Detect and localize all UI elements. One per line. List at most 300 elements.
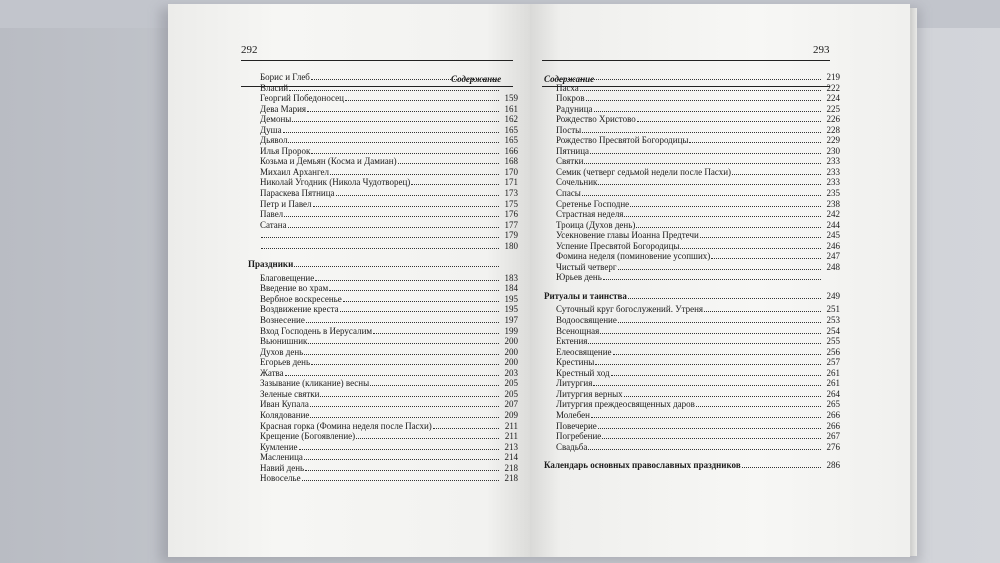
toc-entry-title: Рождество Христово [556, 114, 636, 125]
toc-entry-row [248, 399, 518, 410]
toc-page-number: 226 [826, 114, 840, 125]
toc-entry-row [248, 209, 518, 220]
toc-entry-title: Успение Пресвятой Богородицы [556, 240, 680, 251]
toc-entry-row [544, 315, 840, 326]
toc-entry-title: Спасы [556, 188, 581, 199]
toc-entry-title: Водоосвящение [556, 315, 617, 326]
toc-dot-leader [373, 333, 499, 334]
toc-entry-row [544, 431, 840, 442]
toc-page-number: 249 [826, 290, 840, 301]
toc-entry-row [248, 83, 518, 94]
toc-page-number: 200 [504, 346, 518, 357]
toc-page-number: 179 [504, 230, 518, 241]
toc-entry-row [248, 326, 518, 337]
toc-entry-row [248, 347, 518, 358]
toc-page-number: 276 [826, 441, 840, 452]
toc-entry-row [544, 167, 840, 178]
toc-dot-leader [624, 396, 821, 397]
toc-entry-row [248, 230, 518, 241]
section-gap [248, 251, 518, 259]
toc-page-number: 225 [826, 103, 840, 114]
toc-dot-leader [306, 322, 499, 323]
toc-page-number: 184 [504, 283, 518, 294]
toc-entry-title: Сатана [260, 219, 287, 230]
toc-dot-leader [732, 174, 821, 175]
toc-page-number: 175 [504, 198, 518, 209]
toc-page-number: 171 [504, 177, 518, 188]
toc-page-number: 165 [504, 124, 518, 135]
toc-dot-leader [696, 406, 821, 407]
toc-page-number: 195 [504, 293, 518, 304]
toc-dot-leader [370, 385, 499, 386]
toc-page-number: 286 [826, 460, 840, 471]
toc-dot-leader [302, 480, 499, 481]
toc-entry-row [248, 93, 518, 104]
toc-entry-title: Кумление [260, 441, 298, 452]
toc-entry-row [544, 357, 840, 368]
toc-dot-leader [345, 100, 499, 101]
toc-dot-leader [636, 227, 821, 228]
toc-entry-row [248, 410, 518, 421]
toc-dot-leader [311, 79, 499, 80]
toc-entry-row [248, 125, 518, 136]
toc-entry-row [544, 399, 840, 410]
toc-page-number: 228 [826, 124, 840, 135]
toc-entry-title: Юрьев день [556, 272, 602, 283]
toc-entry-row [544, 272, 840, 283]
toc-dot-leader [557, 79, 821, 80]
toc-entry-row [248, 199, 518, 210]
toc-page-number: 230 [826, 145, 840, 156]
right-running-head: Содержание [544, 74, 595, 84]
toc-entry-title: Литургия преждеосвященных даров [556, 399, 695, 410]
toc-dot-leader [292, 121, 499, 122]
toc-entry-title: Ритуалы и таинства [544, 290, 627, 301]
toc-dot-leader [588, 343, 821, 344]
toc-entry-title: Крещение (Богоявление) [260, 431, 356, 442]
toc-page-number: 218 [504, 462, 518, 473]
toc-page-number: 255 [826, 336, 840, 347]
toc-dot-leader [595, 364, 821, 365]
toc-page-number: 176 [504, 209, 518, 220]
toc-page-number: 229 [826, 135, 840, 146]
toc-entry-row [248, 442, 518, 453]
left-page-number: 292 [241, 44, 258, 56]
toc-entry-row [544, 368, 840, 379]
toc-dot-leader [329, 290, 499, 291]
toc-entry-row [544, 199, 840, 210]
toc-entry-row [544, 93, 840, 104]
toc-entry-title: Духов день [260, 346, 304, 357]
toc-entry-title: Суточный круг богослужений. Утреня [556, 304, 704, 315]
toc-page-number: 165 [504, 135, 518, 146]
toc-entry-title: Вход Господень в Иерусалим [260, 325, 373, 336]
toc-entry-row [544, 146, 840, 157]
toc-dot-leader [305, 470, 499, 471]
toc-dot-leader [304, 459, 499, 460]
toc-entry-title: Иван Купала [260, 399, 309, 410]
toc-entry-row [544, 421, 840, 432]
toc-entry-title: Календарь основных православных праздников [544, 460, 741, 471]
toc-page-number: 205 [504, 388, 518, 399]
toc-dot-leader [618, 269, 821, 270]
toc-dot-leader [593, 385, 821, 386]
toc-dot-leader [343, 301, 499, 302]
toc-entry-title: Жатва [260, 367, 284, 378]
toc-entry-title: Павел [260, 209, 284, 220]
toc-dot-leader [283, 132, 499, 133]
toc-entry-row [248, 357, 518, 368]
toc-dot-leader [308, 343, 499, 344]
section-gap-after [544, 471, 840, 474]
toc-page-number: 203 [504, 367, 518, 378]
toc-entry-title: Пасха [556, 82, 579, 93]
toc-entry-row [248, 72, 518, 83]
toc-dot-leader [584, 163, 821, 164]
right-page [530, 4, 910, 557]
toc-entry-title: Новоселье [260, 473, 301, 484]
toc-entry-row [544, 378, 840, 389]
toc-entry-row [544, 326, 840, 337]
toc-page-number: 233 [826, 177, 840, 188]
toc-page-number: 166 [504, 145, 518, 156]
toc-entry-title: Елеосвящение [556, 346, 612, 357]
toc-entry-title: Свадьба [556, 441, 588, 452]
toc-dot-leader [288, 142, 499, 143]
toc-page-number: 265 [826, 399, 840, 410]
left-header-rule [241, 60, 513, 61]
toc-dot-leader [611, 375, 821, 376]
toc-page-number: 242 [826, 209, 840, 220]
toc-entry-title: Семик (четверг седьмой недели после Пасхи) [556, 166, 732, 177]
section-gap [544, 452, 840, 460]
toc-dot-leader [586, 100, 821, 101]
toc-dot-leader [598, 428, 821, 429]
toc-entry-title: Масленица [260, 452, 303, 463]
toc-page-number: 205 [504, 378, 518, 389]
toc-entry-title: Молебен [556, 409, 590, 420]
toc-entry-row [544, 262, 840, 273]
toc-entry-title: Зеленые святки [260, 388, 320, 399]
toc-dot-leader [294, 266, 499, 267]
toc-entry-row [248, 220, 518, 231]
toc-entry-title: Навий день [260, 462, 305, 473]
toc-dot-leader [310, 406, 499, 407]
toc-entry-row [248, 294, 518, 305]
toc-dot-leader [288, 227, 499, 228]
toc-entry-row [248, 177, 518, 188]
toc-entry-title: Крестный ход [556, 367, 610, 378]
toc-entry-row [544, 347, 840, 358]
toc-entry-title: Власий [260, 82, 289, 93]
toc-entry-title: Погребение [556, 431, 602, 442]
toc-page-number: 248 [826, 261, 840, 272]
toc-dot-leader [411, 184, 499, 185]
toc-entry-row [544, 442, 840, 453]
toc-dot-leader [704, 311, 821, 312]
toc-entry-row [544, 304, 840, 315]
toc-dot-leader [356, 438, 499, 439]
toc-dot-leader [311, 364, 499, 365]
toc-page-number: 261 [826, 367, 840, 378]
toc-entry-title: Ектения [556, 336, 588, 347]
toc-entry-title: Михаил Архангел [260, 166, 330, 177]
toc-dot-leader [598, 184, 821, 185]
toc-entry-row [544, 135, 840, 146]
toc-entry-title: Егорьев день [260, 357, 311, 368]
toc-entry-title: Георгий Победоносец [260, 93, 344, 104]
toc-entry-row [248, 378, 518, 389]
toc-entry-row [248, 114, 518, 125]
toc-page-number: 183 [504, 272, 518, 283]
toc-entry-row [544, 156, 840, 167]
toc-entry-title: Пятница [556, 145, 590, 156]
toc-entry-title: Петр и Павел [260, 198, 312, 209]
toc-dot-leader [624, 216, 821, 217]
toc-entry-title: Введение во храм [260, 283, 329, 294]
toc-entry-title: Демоны [260, 114, 292, 125]
toc-entry-title: Сочельник [556, 177, 598, 188]
toc-page-number: 224 [826, 93, 840, 104]
toc-page-number: 207 [504, 399, 518, 410]
toc-dot-leader [336, 195, 499, 196]
toc-entry-title: Усекновение главы Иоанна Предтечи [556, 230, 699, 241]
toc-page-number: 267 [826, 431, 840, 442]
toc-entry-title: Благовещение [260, 272, 315, 283]
toc-dot-leader [313, 206, 499, 207]
toc-entry-row [544, 188, 840, 199]
toc-entry-title: Литургия верных [556, 388, 623, 399]
toc-entry-row [544, 72, 840, 83]
toc-dot-leader [433, 428, 499, 429]
toc-entry-title: Чистый четверг [556, 261, 617, 272]
toc-entry-title: Праздники [248, 259, 294, 270]
toc-dot-leader [689, 142, 821, 143]
toc-entry-title: Борис и Глеб [260, 72, 310, 82]
toc-page-number: 213 [504, 441, 518, 452]
toc-page-number: 235 [826, 188, 840, 199]
toc-dot-leader [742, 467, 821, 468]
toc-dot-leader [700, 237, 821, 238]
toc-page-number: 256 [826, 346, 840, 357]
toc-page-number: 253 [826, 315, 840, 326]
toc-page-number: 162 [504, 114, 518, 125]
toc-page-number: 197 [504, 315, 518, 326]
toc-entry-title: Козьма и Демьян (Косма и Дамиан) [260, 156, 397, 167]
toc-page-number: 214 [504, 452, 518, 463]
toc-entry-row [248, 304, 518, 315]
toc-entry-row [544, 251, 840, 262]
toc-dot-leader [613, 354, 821, 355]
toc-entry-title: Троица (Духов день) [556, 219, 636, 230]
toc-entry-row [248, 315, 518, 326]
toc-entry-row [544, 125, 840, 136]
toc-entry-title: Параскева Пятница [260, 188, 335, 199]
toc-entry-row [248, 421, 518, 432]
toc-entry-row [544, 230, 840, 241]
toc-dot-leader [618, 322, 821, 323]
toc-entry-row [248, 463, 518, 474]
toc-page-number: 195 [504, 304, 518, 315]
toc-dot-leader [299, 449, 499, 450]
toc-entry-row [248, 167, 518, 178]
toc-page-number: 209 [504, 409, 518, 420]
toc-page-number: 264 [826, 388, 840, 399]
left-toc-list [248, 72, 518, 484]
toc-page-number: 170 [504, 166, 518, 177]
toc-dot-leader [600, 333, 821, 334]
toc-page-number: 266 [826, 420, 840, 431]
toc-page-number: 211 [504, 431, 518, 442]
toc-entry-row [544, 104, 840, 115]
toc-page-number: 245 [826, 230, 840, 241]
toc-page-number: 180 [504, 240, 518, 251]
toc-dot-leader [588, 449, 821, 450]
toc-entry-row [544, 220, 840, 231]
toc-entry-row [544, 83, 840, 94]
toc-page-number: 254 [826, 325, 840, 336]
toc-dot-leader [680, 248, 821, 249]
toc-entry-title: Воздвижение креста [260, 304, 339, 315]
toc-entry-title: Литургия [556, 378, 593, 389]
left-running-head: Содержание [451, 74, 502, 84]
toc-entry-row [248, 104, 518, 115]
toc-dot-leader [628, 298, 821, 299]
toc-page-number: 200 [504, 357, 518, 368]
toc-dot-leader [261, 248, 499, 249]
left-page [168, 4, 530, 557]
toc-entry-title: Вознесение [260, 315, 305, 326]
toc-entry-row [248, 273, 518, 284]
toc-entry-row [544, 177, 840, 188]
toc-entry-row [248, 431, 518, 442]
toc-entry-title: Сретенье Господне [556, 198, 630, 209]
toc-dot-leader [289, 90, 499, 91]
toc-dot-leader [582, 195, 821, 196]
toc-dot-leader [582, 132, 821, 133]
toc-entry-title: Вьюнишник [260, 336, 308, 347]
toc-entry-row [248, 389, 518, 400]
toc-entry-row [544, 389, 840, 400]
toc-dot-leader [304, 354, 499, 355]
toc-entry-title: Радуница [556, 103, 593, 114]
toc-page-number: 246 [826, 240, 840, 251]
toc-entry-title: Рождество Пресвятой Богородицы [556, 135, 689, 146]
right-page-number: 293 [813, 44, 830, 56]
toc-page-number: 257 [826, 357, 840, 368]
toc-dot-leader [284, 216, 499, 217]
toc-section-row [544, 460, 840, 471]
toc-entry-title: Крестины [556, 357, 595, 368]
toc-page-number: 161 [504, 103, 518, 114]
toc-page-number: 219 [826, 72, 840, 82]
toc-dot-leader [320, 396, 499, 397]
toc-entry-title: Фомина неделя (поминовение усопших) [556, 251, 711, 262]
toc-entry-row [248, 241, 518, 252]
toc-entry-title: Дьявол [260, 135, 288, 146]
toc-dot-leader [591, 417, 821, 418]
toc-section-row [248, 259, 518, 270]
toc-entry-title: Илья Пророк [260, 145, 311, 156]
toc-entry-row [248, 336, 518, 347]
toc-entry-row [248, 473, 518, 484]
toc-page-number: 168 [504, 156, 518, 167]
toc-entry-row [544, 410, 840, 421]
toc-dot-leader [590, 153, 821, 154]
toc-page-number: 251 [826, 304, 840, 315]
toc-page-number: 200 [504, 336, 518, 347]
toc-dot-leader [602, 438, 821, 439]
toc-dot-leader [594, 111, 821, 112]
toc-page-number: 238 [826, 198, 840, 209]
toc-entry-row [544, 336, 840, 347]
toc-entry-title: Душа [260, 124, 282, 135]
toc-entry-title: Дева Мария [260, 103, 307, 114]
right-toc-list [544, 72, 840, 474]
right-header-rule [542, 60, 830, 61]
toc-entry-row [248, 135, 518, 146]
toc-entry-row [544, 209, 840, 220]
toc-entry-row [248, 156, 518, 167]
toc-page-number: 199 [504, 325, 518, 336]
toc-entry-row [544, 241, 840, 252]
toc-dot-leader [311, 153, 499, 154]
toc-page-number: 218 [504, 473, 518, 484]
toc-entry-title: Повечерие [556, 420, 597, 431]
toc-entry-title: Святки [556, 156, 584, 167]
toc-page-number: 222 [826, 82, 840, 93]
toc-page-number: 233 [826, 156, 840, 167]
toc-entry-row [544, 114, 840, 125]
toc-dot-leader [285, 375, 499, 376]
section-gap [544, 283, 840, 291]
toc-page-number: 261 [826, 378, 840, 389]
toc-dot-leader [315, 280, 499, 281]
toc-page-number: 244 [826, 219, 840, 230]
toc-page-number: 266 [826, 409, 840, 420]
toc-entry-title: Красная горка (Фомина неделя после Пасхи) [260, 420, 432, 431]
toc-entry-title: Покров [556, 93, 585, 104]
toc-page-number: 247 [826, 251, 840, 262]
toc-section-row [544, 291, 840, 302]
toc-entry-row [248, 188, 518, 199]
toc-entry-title: Посты [556, 124, 582, 135]
toc-entry-row [248, 368, 518, 379]
toc-entry-title: Страстная неделя [556, 209, 624, 220]
toc-dot-leader [398, 163, 499, 164]
toc-dot-leader [711, 258, 821, 259]
toc-entry-row [248, 146, 518, 157]
toc-dot-leader [637, 121, 821, 122]
toc-page-number: 211 [504, 420, 518, 431]
toc-dot-leader [307, 111, 499, 112]
toc-page-number: 159 [504, 93, 518, 104]
toc-dot-leader [310, 417, 499, 418]
toc-entry-title: Вербное воскресенье [260, 293, 342, 304]
toc-entry-title: Николай Угодник (Никола Чудотворец) [260, 177, 411, 188]
toc-entry-title: Всенощная [556, 325, 600, 336]
toc-dot-leader [630, 206, 821, 207]
toc-entry-title: Зазывание (кликание) весны [260, 378, 370, 389]
toc-page-number: 233 [826, 166, 840, 177]
toc-dot-leader [340, 311, 499, 312]
toc-dot-leader [261, 237, 499, 238]
toc-entry-row [248, 283, 518, 294]
toc-dot-leader [330, 174, 499, 175]
toc-entry-title: Колядование [260, 409, 310, 420]
toc-page-number: 177 [504, 219, 518, 230]
toc-entry-row [248, 452, 518, 463]
